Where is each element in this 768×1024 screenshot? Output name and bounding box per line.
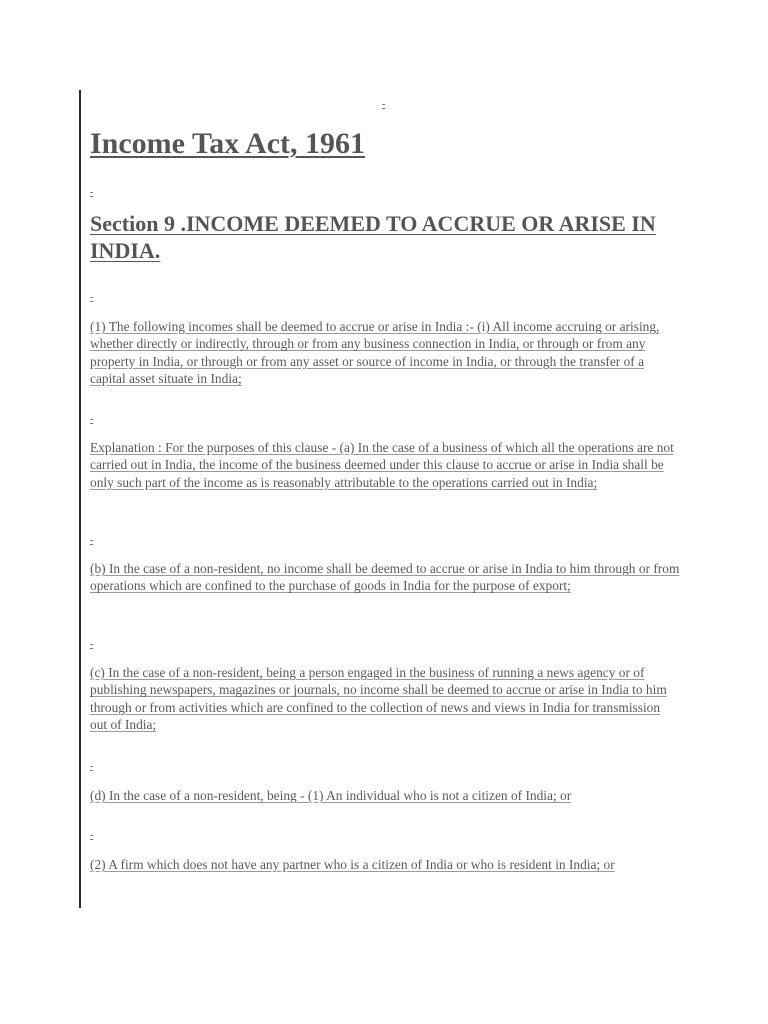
- paragraph-explanation-a[interactable]: Explanation : For the purposes of this clause - (a) In the case of a business of which all the operations are not carried out in India, the income of the business deemed under this clause to accrue or arise in India shall be only such part of the income as is reasonably attributable to the operations carried out in India;: [90, 440, 674, 490]
- paragraph-c[interactable]: (c) In the case of a non-resident, being a person engaged in the business of running a news agency or of publishing newspapers, magazines or journals, no income shall be deemed to accrue or arise in India to him through or from activities which are confined to the collection of news and views in India for transmission out of India;: [90, 665, 667, 733]
- separator-mark[interactable]: -: [90, 292, 94, 303]
- separator-mark[interactable]: -: [90, 761, 94, 772]
- paragraph-d[interactable]: (d) In the case of a non-resident, being - (1) An individual who is not a citizen of India; or: [90, 788, 572, 803]
- separator-mark[interactable]: -: [90, 639, 94, 650]
- section-heading[interactable]: Section 9 .INCOME DEEMED TO ACCRUE OR ARISE IN INDIA.: [90, 211, 656, 263]
- separator-mark[interactable]: -: [90, 535, 94, 546]
- separator-mark[interactable]: -: [90, 414, 94, 425]
- separator-mark[interactable]: -: [90, 830, 94, 841]
- paragraph-d-2[interactable]: (2) A firm which does not have any partner who is a citizen of India or who is resident in India; or: [90, 857, 615, 872]
- paragraph-1[interactable]: (1) The following incomes shall be deemed to accrue or arise in India :- (i) All income accruing or arising, whether directly or indirectly, through or from any business connection in India, or through or from any property in India, or through or from any asset or source of income in India, or through the transfer of a capital asset situate in India;: [90, 319, 660, 387]
- separator-mark[interactable]: -: [90, 187, 94, 198]
- top-mark[interactable]: -: [382, 99, 386, 110]
- margin-rule: [79, 90, 81, 908]
- document-title[interactable]: Income Tax Act, 1961: [90, 127, 366, 160]
- paragraph-b[interactable]: (b) In the case of a non-resident, no income shall be deemed to accrue or arise in India to him through or from operations which are confined to the purchase of goods in India for the purpose of export;: [90, 561, 680, 594]
